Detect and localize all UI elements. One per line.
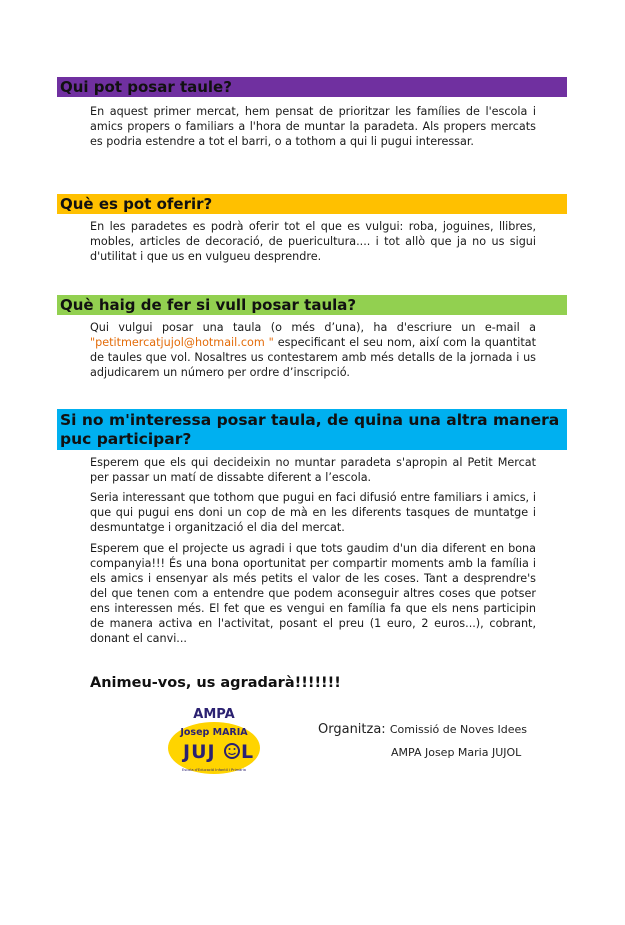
paragraph-que-es-pot: En les paradetes es podrà oferir tot el que es vulgui: roba, joguines, llibres, mobles, articles de decoració, de puericultura.... i tot allò que ja no us sigui d'utilitat i que us en vulgueu desprendre. (90, 220, 536, 263)
logo-l-text: L (241, 741, 254, 763)
organizer-committee: Comissió de Noves Idees (389, 723, 527, 736)
paragraph-esperem-2: Esperem que el projecte us agradi i que tots gaudim d'un dia diferent en bona companyia!!! És una bona oportunitat per compartir moments amb la família i els amics i ensenyar als més petits el valor de les coses. Tant a desprendre's del que tenen com a entendre que podem aconseguir altres coses que potser ens interessen més. El fet que es vengui en família fa que els nens participin de manera activa en l'activitat, posant el preu (1 euro, 2 euros...), cobrant, donant el canvi... (90, 542, 536, 645)
ampa-jujol-logo (163, 702, 265, 778)
heading-qui-pot-posar-taule: Qui pot posar taule? (57, 77, 567, 97)
paragraph-seria-interessant: Seria interessant que tothom que pugui en faci difusió entre familiars i amics, i que qui pugui ens doni un cop de mà en les diferents tasques de muntatge i desmuntatge i organització el dia del mercat. (90, 491, 536, 534)
paragraph-text-end: especificant el seu nom, així com la quantitat de taules que vol. Nosaltres us contestarem amb més detalls de la jornada i us adjudicarem un número per ordre d’inscripció. (90, 336, 536, 379)
heading-que-haig-de-fer: Què haig de fer si vull posar taula? (57, 295, 567, 315)
paragraph-que-haig (90, 320, 536, 380)
paragraph-text-start: Qui vulgui posar una taula (o més d’una), ha d'escriure un e-mail a (90, 321, 536, 334)
logo-josep-maria-text: Josep MARIA (180, 727, 248, 738)
logo-jujol-text: JUJ (183, 741, 216, 763)
heading-si-no-minteressa: Si no m'interessa posar taula, de quina una altra manera puc participar? (57, 409, 567, 450)
closing-line: Animeu-vos, us agradarà!!!!!!! (90, 675, 341, 691)
logo-ampa-text: AMPA (193, 707, 235, 722)
paragraph-qui-pot: En aquest primer mercat, hem pensat de prioritzar les famílies de l'escola i amics propers o familiars a l'hora de muntar la paradeta. Als propers mercats es podria estendre a tot el barri, o a tothom a qui li pugui interessar. (90, 105, 536, 148)
organizer-label: Organitza: (318, 722, 386, 737)
email-link[interactable]: "petitmercatjujol@hotmail.com " (90, 336, 274, 349)
heading-que-es-pot-oferir: Què es pot oferir? (57, 194, 567, 214)
paragraph-esperem-1: Esperem que els qui decideixin no muntar paradeta s'apropin al Petit Mercat per passar un matí de dissabte diferent a l’escola. (90, 456, 536, 484)
organizer-association: AMPA Josep Maria JUJOL (391, 746, 522, 759)
organizer-line (318, 722, 538, 737)
logo-tagline: Escola d'Educació Infantil i Primària (182, 768, 246, 772)
